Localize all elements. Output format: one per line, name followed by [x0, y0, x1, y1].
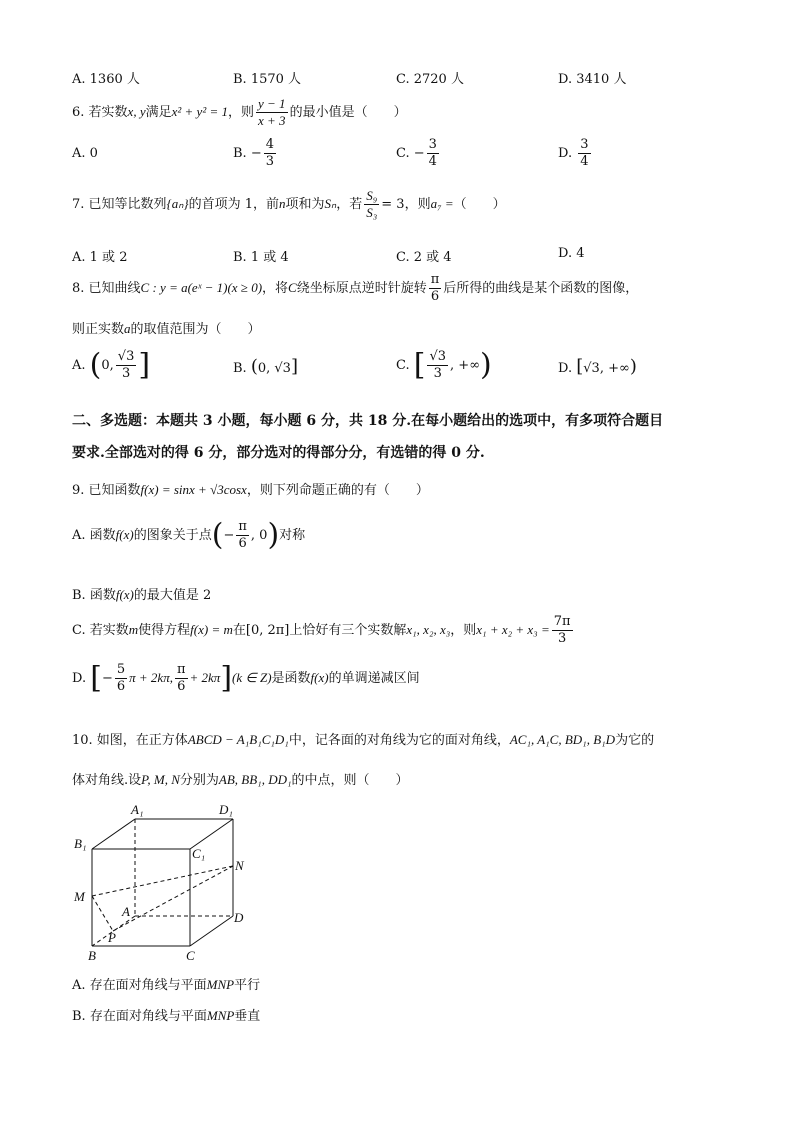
q8-d-lbracket: [: [576, 356, 584, 377]
q10-mid1: 中，记各面的对角线为它的面对角线，: [288, 733, 510, 748]
q8-d-label: D.: [558, 361, 573, 376]
q7-suffix: （ ）: [453, 197, 506, 212]
q6-cond: x² + y² = 1: [171, 104, 228, 119]
q10-prefix: 10. 如图，在正方体: [72, 733, 188, 748]
q6-d-den: 4: [580, 154, 589, 169]
q9-d-k: (k ∈ Z): [232, 670, 272, 685]
q8-frac-num: π: [430, 272, 440, 287]
q8-c-label: C.: [396, 358, 410, 373]
q7-prefix: 7. 已知等比数列: [72, 197, 167, 212]
q8-frac-den: 6: [430, 289, 440, 304]
q7-eq: = 3: [381, 197, 405, 212]
q6-frac-den: x + 3: [258, 113, 286, 128]
q9-c-num: 7π: [553, 614, 571, 629]
q6-then: ，则: [228, 105, 255, 120]
q9-d-post: 的单调递减区间: [328, 671, 420, 686]
q8-d-text: √3, +∞: [583, 361, 630, 376]
q9-d-frac2: [175, 662, 188, 695]
q9-d-t1: π + 2kπ,: [129, 670, 173, 685]
q7-fraction: [364, 188, 379, 221]
q6-c-num: 3: [428, 137, 437, 152]
q10-cube: ABCD − A₁B₁C₁D₁: [187, 732, 289, 747]
q8-a-fraction: [116, 349, 137, 382]
q9-d-mid: 是函数: [271, 671, 311, 686]
q6-b-sign: −: [250, 146, 262, 161]
q9-suffix: ，则下列命题正确的有（ ）: [246, 483, 429, 498]
q9-d-lbracket: [: [90, 660, 102, 696]
q9-b-f: f(x): [115, 587, 134, 602]
q6-b-den: 3: [265, 154, 275, 169]
q9-prefix: 9. 已知函数: [72, 483, 141, 498]
q6-b-num: 4: [265, 137, 275, 152]
q7-mid2: 项和为: [285, 197, 325, 212]
q9-a-num: π: [238, 519, 247, 534]
q6-d-label: D.: [558, 146, 573, 161]
q10-diags: AC₁, A₁C, BD₁, B₁D: [509, 732, 616, 747]
q6-d-fraction: [578, 137, 590, 170]
q9-a-fraction: [236, 519, 249, 552]
q10-line2: [72, 769, 409, 788]
q6-c-fraction: [427, 137, 439, 170]
q7-mid4: ，则: [404, 197, 431, 212]
q9-c-eq: f(x) = m: [190, 622, 233, 637]
q9-a-den: 6: [238, 536, 247, 551]
cube-figure: [68, 798, 258, 968]
q6-fraction: [256, 96, 288, 129]
q6-option-d: [558, 137, 593, 170]
q9-c-den: 3: [557, 631, 567, 646]
q8-line2a: 则正实数: [72, 322, 125, 337]
q8-b-text: 0, √3: [257, 361, 291, 376]
q8-option-c: [396, 349, 492, 382]
label-a1: A₁: [131, 802, 144, 817]
q10-stem: [72, 729, 654, 748]
q9-option-c: [72, 614, 575, 647]
q10-segs: AB, BB₁, DD₁: [218, 772, 292, 787]
q6-d-num: 3: [580, 137, 589, 152]
q8-a: a: [124, 321, 131, 336]
q9-d-f: f(x): [310, 670, 329, 685]
q9-c-fraction: [552, 614, 573, 647]
q10-b-post: 垂直: [234, 1009, 261, 1024]
q7-n: n: [279, 196, 286, 211]
q9-d-d1: 6: [116, 679, 126, 694]
q8-curve: C : y = a(eˣ − 1)(x ≥ 0): [140, 280, 263, 295]
q10-b-plane: MNP: [206, 1008, 235, 1023]
q9-c-mid4: ，则: [450, 623, 477, 638]
q5-option-a: A. 1360 人: [72, 72, 140, 87]
q8-c-text: , +∞: [450, 358, 481, 373]
q10-a-post: 平行: [234, 978, 261, 993]
label-p: P: [108, 930, 116, 945]
q7-mid1: 的首项为 1，前: [188, 197, 280, 212]
q9-a-f: f(x): [115, 527, 134, 542]
q9-d-frac1: [115, 662, 127, 695]
q10-a-pre: A. 存在面对角线与平面: [72, 978, 207, 993]
q7-option-d: D. 4: [558, 246, 585, 261]
q7-a7: a₇ =: [430, 196, 454, 211]
q8-prefix: 8. 已知曲线: [72, 281, 141, 296]
q8-mid2: 绕坐标原点逆时针旋转: [296, 281, 427, 296]
q5-option-c: C. 2720 人: [396, 72, 464, 87]
q8-c-lbracket: [: [413, 347, 426, 383]
q9-b-post: 的最大值是 2: [133, 588, 212, 603]
cube-hidden-edges: [92, 819, 233, 946]
label-b: B: [88, 948, 96, 963]
q9-option-d: D. [− $\frac{5}{6}$ π + 2kπ, $\frac{\pi}{6}$ + 2kπ](k ∈ Z)是函数f(x)的单调递减区间: [72, 660, 420, 696]
q8-a-lparen: (: [89, 347, 102, 383]
q9-c-pre: C. 若实数: [72, 623, 129, 638]
label-d1: D₁: [219, 802, 233, 817]
q9-func: f(x) = sinx + √3cosx: [140, 482, 247, 497]
q8-a-num: √3: [117, 349, 135, 364]
cube-solid-edges: [92, 819, 233, 946]
label-m: M: [74, 889, 85, 904]
q10-line2b: 分别为: [179, 773, 219, 788]
q7-frac-num: S₉: [366, 188, 378, 203]
q7-option-b: B. 1 或 4: [233, 250, 289, 265]
label-n: N: [235, 858, 244, 873]
q8-a-den: 3: [121, 366, 131, 381]
section2-line1: 二、多选题：本题共 3 小题，每小题 6 分，共 18 分.在每小题给出的选项中，有多项符合题目: [72, 413, 664, 429]
q8-b-label: B.: [233, 361, 247, 376]
q10-line2a: 体对角线.设: [72, 773, 142, 788]
q9-a-lparen: (: [211, 517, 224, 553]
q9-a-pre: A. 函数: [72, 528, 116, 543]
q8-line2: [72, 318, 261, 337]
q8-c-fraction: [427, 349, 448, 382]
q9-stem: [72, 479, 429, 498]
q9-option-a: A. 函数f(x)的图象关于点(− $\frac{\pi}{6}$ , 0)对称: [72, 517, 306, 553]
q9-c-m: m: [128, 622, 139, 637]
q6-c-sign: −: [413, 146, 425, 161]
q6-option-c: [396, 137, 441, 170]
q6-vars: x, y: [127, 104, 146, 119]
q6-suffix: 的最小值是（ ）: [289, 105, 407, 120]
q9-c-mid3: 上恰好有三个实数解: [289, 623, 407, 638]
q8-c-den: 3: [433, 366, 442, 381]
q5-option-b: B. 1570 人: [233, 72, 302, 87]
q8-option-d: [558, 356, 637, 377]
q6-b-label: B.: [233, 146, 247, 161]
q7-mid3: ，若: [336, 197, 363, 212]
q8-mid1: ，将: [262, 281, 289, 296]
q9-c-interval: [0, 2π]: [245, 623, 290, 638]
q9-d-n2: π: [176, 662, 186, 677]
label-a: A: [122, 904, 130, 919]
q6-frac-num: y − 1: [258, 96, 286, 111]
q8-a-text: 0,: [101, 358, 114, 373]
q8-mid3: 后所得的曲线是某个函数的图像，: [443, 281, 639, 296]
label-d: D: [234, 910, 244, 925]
q9-a-post: 对称: [279, 528, 306, 543]
q8-fraction: [429, 272, 442, 305]
q8-c-num: √3: [429, 349, 447, 364]
q8-b-rbracket: ]: [290, 356, 298, 377]
q6-stem: [72, 96, 407, 129]
q9-d-pre: D.: [72, 671, 87, 686]
label-c1: C₁: [192, 846, 206, 861]
q9-d-d2: 6: [177, 679, 186, 694]
q9-d-rbracket: ]: [220, 660, 233, 696]
q9-option-b: [72, 584, 211, 603]
q7-sn: Sₙ: [324, 196, 337, 211]
q6-c-den: 4: [428, 154, 437, 169]
q10-pts: P, M, N: [141, 772, 180, 787]
q10-line2c: 的中点，则（ ）: [291, 773, 409, 788]
q5-option-d: D. 3410 人: [558, 72, 627, 87]
q9-a-rparen: ): [267, 517, 280, 553]
q7-option-a: A. 1 或 2: [72, 250, 128, 265]
q10-a-plane: MNP: [206, 977, 235, 992]
q9-b-pre: B. 函数: [72, 588, 116, 603]
q6-option-b: [233, 137, 278, 170]
q8-option-b: [233, 356, 298, 377]
q8-a-label: A.: [72, 358, 86, 373]
q6-prefix: 6. 若实数: [72, 105, 128, 120]
q7-seq: {aₙ}: [166, 196, 189, 211]
q8-c: C: [288, 280, 297, 295]
q8-c-rparen: ): [480, 347, 492, 383]
q10-b-pre: B. 存在面对角线与平面: [72, 1009, 207, 1024]
q8-stem: [72, 272, 638, 305]
q8-line2b: 的取值范围为（ ）: [130, 322, 261, 337]
q7-option-c: C. 2 或 4: [396, 250, 452, 265]
q9-d-n1: 5: [116, 662, 126, 677]
q8-option-a: [72, 349, 150, 382]
q9-c-xs: x₁, x₂, x₃: [406, 622, 451, 637]
section2-line2: 要求.全部选对的得 6 分，部分选对的得部分分，有选错的得 0 分.: [72, 445, 485, 461]
q8-d-rparen: ): [629, 356, 637, 377]
q9-c-sum: x₁ + x₂ + x₃ =: [476, 622, 550, 637]
q8-a-rbracket: ]: [138, 347, 151, 383]
q6-cond-text: 满足: [145, 105, 172, 120]
q6-c-label: C.: [396, 146, 410, 161]
q10-option-b: [72, 1005, 260, 1024]
q9-d-t2: + 2kπ: [189, 670, 221, 685]
q10-mid2: 为它的: [615, 733, 655, 748]
q6-b-fraction: [264, 137, 276, 170]
q8-b-lparen: (: [250, 356, 258, 377]
q10-option-a: [72, 974, 260, 993]
q7-frac-den: S₃: [366, 205, 378, 220]
q9-c-mid1: 使得方程: [138, 623, 191, 638]
label-c: C: [186, 948, 195, 963]
q9-c-mid2: 在: [232, 623, 246, 638]
q6-option-a: A. 0: [72, 146, 98, 161]
label-b1: B₁: [74, 836, 87, 851]
q9-a-mid: 的图象关于点: [133, 528, 212, 543]
q7-stem: [72, 188, 506, 221]
